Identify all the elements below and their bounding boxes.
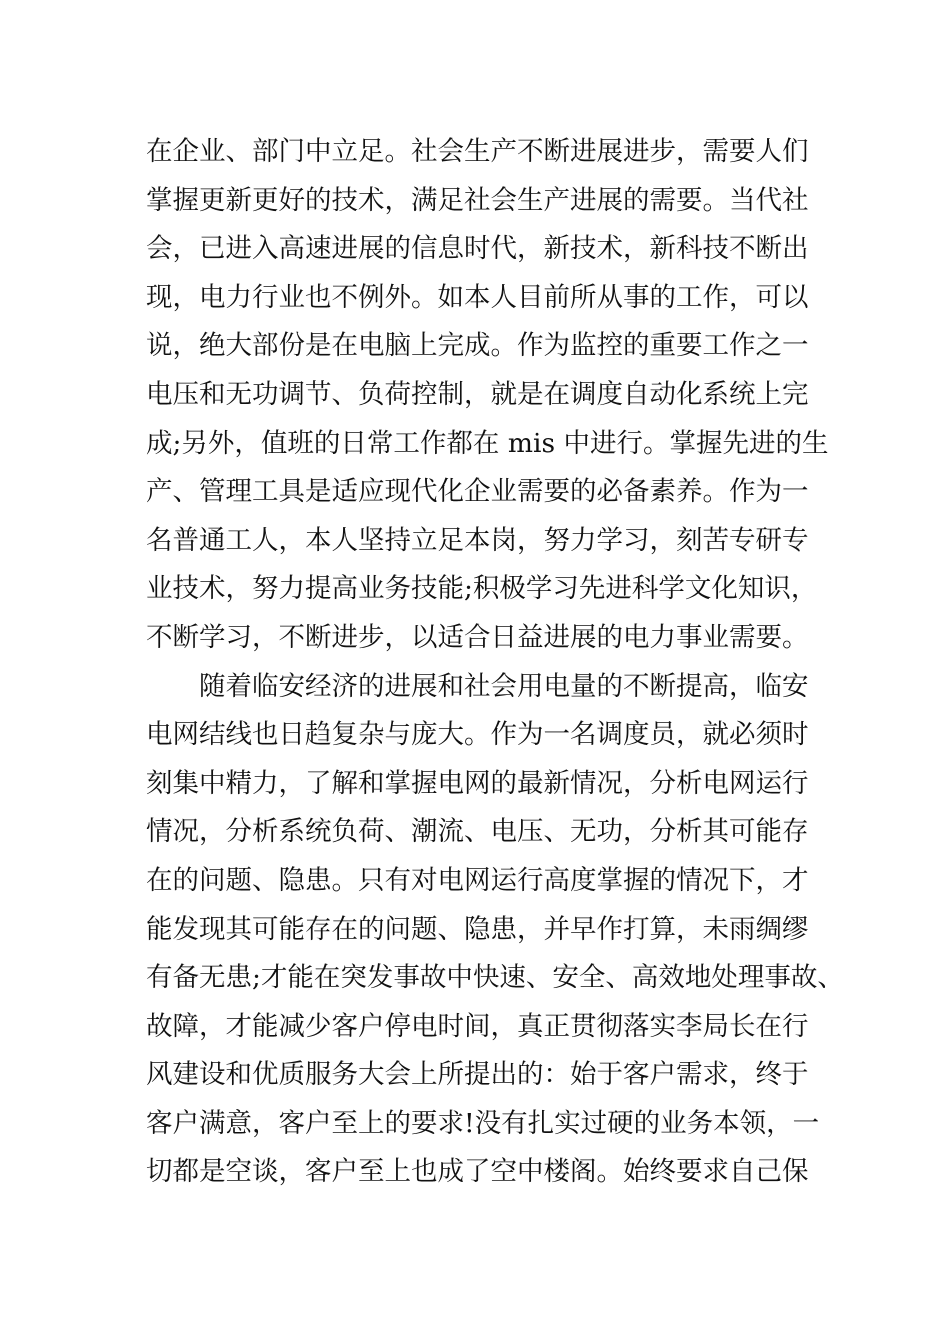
text-line: 在企业、部门中立足。社会生产不断进展进步，需要人们	[146, 136, 809, 167]
text-line: 故障，才能减少客户停电时间，真正贯彻落实李局长在行	[146, 1010, 809, 1042]
text-line: 名普通工人，本人坚持立足本岗，努力学习，刻苦专研专	[146, 524, 809, 556]
body-text	[146, 128, 844, 1197]
text-line: 切都是空谈，客户至上也成了空中楼阁。始终要求自己保	[146, 1156, 809, 1188]
text-line: 掌握更新更好的技术，满足社会生产进展的需要。当代社	[146, 184, 809, 216]
text-line: 现，电力行业也不例外。如本人目前所从事的工作，可以	[146, 281, 809, 313]
text-line: 产、管理工具是适应现代化企业需要的必备素养。作为一	[146, 476, 809, 508]
text-line: 情况，分析系统负荷、潮流、电压、无功，分析其可能存	[146, 816, 809, 848]
text-line: 业技术，努力提高业务技能;积极学习先进科学文化知识，	[146, 573, 818, 605]
text-line: 客户满意，客户至上的要求!没有扎实过硬的业务本领，一	[146, 1107, 820, 1139]
text-line: 在的问题、隐患。只有对电网运行高度掌握的情况下，才	[146, 864, 809, 896]
paragraph-start-line: 随着临安经济的进展和社会用电量的不断提高，临安	[199, 670, 809, 702]
text-line: 刻集中精力，了解和掌握电网的最新情况，分析电网运行	[146, 767, 809, 799]
text-line: 风建设和优质服务大会上所提出的：始于客户需求，终于	[146, 1059, 809, 1091]
text-line: 有备无患;才能在突发事故中快速、安全、高效地处理事故、	[146, 962, 844, 994]
text-line: 电网结线也日趋复杂与庞大。作为一名调度员，就必须时	[146, 719, 809, 751]
text-line: 电压和无功调节、负荷控制，就是在调度自动化系统上完	[146, 378, 809, 410]
text-line: 说，绝大部份是在电脑上完成。作为监控的重要工作之一	[146, 330, 809, 362]
text-line: 会，已进入高速进展的信息时代，新技术，新科技不断出	[146, 233, 809, 265]
text-line: 不断学习，不断进步，以适合日益进展的电力事业需要。	[146, 621, 809, 653]
text-line: 成;另外，值班的日常工作都在 mis 中进行。掌握先进的生	[146, 427, 829, 459]
text-line: 能发现其可能存在的问题、隐患，并早作打算，未雨绸缪	[146, 913, 809, 945]
